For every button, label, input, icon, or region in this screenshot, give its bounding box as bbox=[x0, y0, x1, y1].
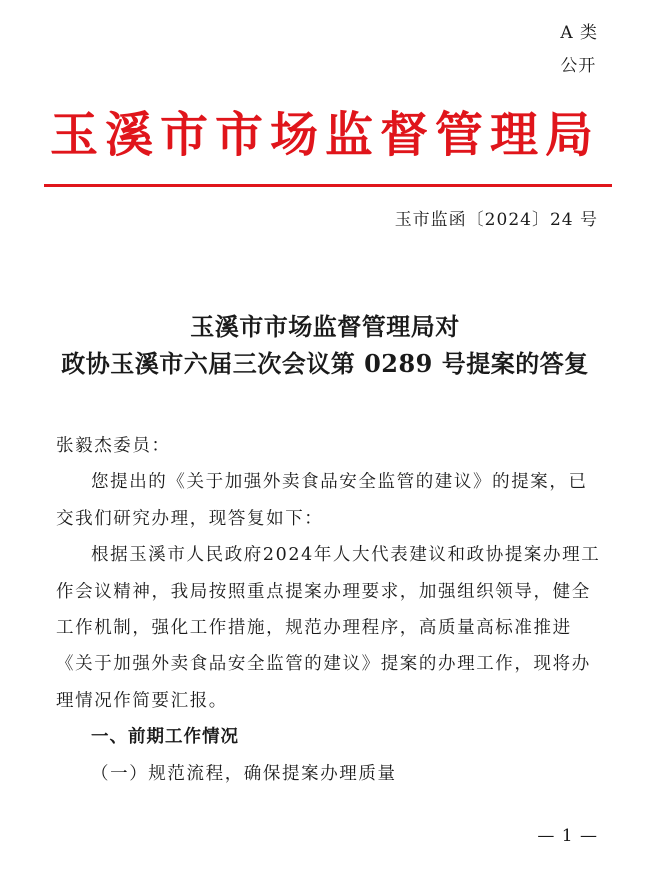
page-number: — 1 — bbox=[537, 826, 598, 846]
body-paragraph-1: 您提出的《关于加强外卖食品安全监管的建议》的提案，已交我们研究办理，现答复如下： bbox=[56, 472, 588, 529]
section-heading: 一、前期工作情况 bbox=[91, 727, 239, 748]
body-paragraph-2: 根据玉溪市人民政府2024年人大代表建议和政协提案办理工作会议精神，我局按照重点提案办理要求，加强组织领导，健全工作机制，强化工作措施，规范办理程序，高质量高标准推进《关于加强外卖食品安全监管的建议》提案的办理工作，现将办理情况作简要汇报。 bbox=[56, 545, 601, 711]
document-body bbox=[56, 428, 602, 792]
category-label: A 类 bbox=[560, 23, 598, 43]
document-number: 玉市监函〔2024〕24 号 bbox=[394, 210, 598, 230]
sub-heading: （一）规范流程，确保提案办理质量 bbox=[91, 763, 397, 784]
red-divider-line bbox=[44, 184, 612, 187]
title-line-1: 玉溪市市场监督管理局对 bbox=[190, 312, 460, 341]
disclosure-label: 公开 bbox=[560, 56, 597, 76]
document-title bbox=[0, 308, 650, 382]
masthead-title: 玉溪市市场监督管理局 bbox=[49, 107, 600, 163]
salutation: 张毅杰委员： bbox=[56, 436, 171, 456]
title-line-2: 政协玉溪市六届三次会议第 0289 号提案的答复 bbox=[61, 349, 589, 378]
classification-block bbox=[560, 24, 598, 90]
